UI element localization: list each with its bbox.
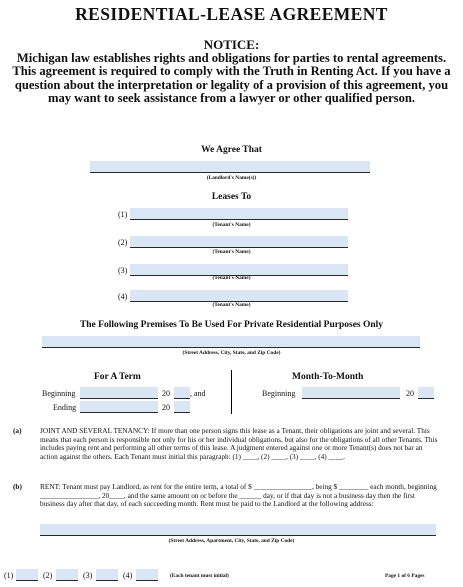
tenant-1-number: (1) bbox=[118, 210, 128, 219]
term-divider bbox=[231, 370, 232, 414]
footer-initial-1-field[interactable] bbox=[16, 569, 38, 581]
footer-initial-2-field[interactable] bbox=[56, 569, 78, 581]
fixed-ending-date-field[interactable] bbox=[80, 401, 158, 413]
section-a-label: (a) bbox=[13, 426, 22, 435]
notice-body: Michigan law establishes rights and obligations for parties to rental agreements. This agreement is required to comply with the Truth in Renting Act. If you have a question about the interpretation or legality of a provision of this agreement, you may want to seek assistance from a lawyer or other qualified person. bbox=[12, 51, 451, 106]
and-label: , and bbox=[190, 389, 206, 398]
section-b-text: RENT: Tenant must pay Landlord, as rent for the entire term, a total of $ ________________, being $ ________ each month, beginning ________________, 20____, and the same amount on or before the ______ day, or if that day is not a business day then the first business day after that day, of each succeeding month. Rent must be paid to the Landlord at the following address: bbox=[40, 482, 437, 509]
footer-initial-3-field[interactable] bbox=[96, 569, 118, 581]
monthly-beginning-year-field[interactable] bbox=[418, 387, 434, 399]
premises-heading: The Following Premises To Be Used For Private Residential Purposes Only bbox=[79, 320, 384, 330]
monthly-beginning-date-field[interactable] bbox=[302, 387, 400, 399]
tenant-2-name-field[interactable] bbox=[130, 236, 348, 248]
section-b-label: (b) bbox=[13, 482, 22, 491]
ending-label: Ending bbox=[53, 403, 77, 412]
tenant-2-number: (2) bbox=[118, 238, 128, 247]
footer-initials-caption: (Each tenant must initial) bbox=[170, 573, 229, 579]
premises-address-field[interactable] bbox=[42, 336, 420, 348]
footer-initial-3-label: (3) bbox=[83, 571, 93, 580]
leases-to-label: Leases To bbox=[211, 192, 252, 202]
page-number: Page 1 of 6 Pages bbox=[385, 573, 425, 579]
document-title: RESIDENTIAL-LEASE AGREEMENT bbox=[75, 4, 388, 24]
fixed-term-heading: For A Term bbox=[94, 372, 141, 382]
fixed-ending-year-prefix: 20 bbox=[162, 403, 170, 412]
footer-initial-4-label: (4) bbox=[123, 571, 133, 580]
tenant-4-number: (4) bbox=[118, 292, 128, 301]
monthly-beginning-label: Beginning bbox=[262, 389, 296, 398]
tenant-4-caption: (Tenant's Name) bbox=[212, 302, 251, 308]
fixed-ending-year-field[interactable] bbox=[174, 401, 190, 413]
tenant-1-caption: (Tenant's Name) bbox=[212, 222, 251, 228]
landlord-name-field[interactable] bbox=[90, 161, 370, 173]
fixed-beginning-year-prefix: 20 bbox=[162, 389, 170, 398]
beginning-label: Beginning bbox=[42, 389, 76, 398]
section-a-text: JOINT AND SEVERAL TENANCY: If more than one person signs this lease as a Tenant, their obligations are joint and several. This means that each person is responsible not only for his or her individual obligations, but also for the obligations of all other Tenants. This includes paying rent and performing all other terms of this lease. A judgment entered against one or more Tenant(s) does not bar an action against the others. Each Tenant must initial this paragraph: (1) ____, (2) ____, (3) ____, (4) ____. bbox=[40, 426, 438, 461]
rent-address-caption: (Street Address, Apartment, City, State, and Zip Code) bbox=[168, 538, 295, 544]
landlord-caption: (Landlord's Name(s)) bbox=[206, 175, 257, 181]
monthly-beginning-year-prefix: 20 bbox=[406, 389, 414, 398]
footer-initial-1-label: (1) bbox=[4, 571, 14, 580]
we-agree-label: We Agree That bbox=[201, 145, 262, 155]
premises-caption: (Street Address, City, State, and Zip Code) bbox=[182, 350, 281, 356]
month-to-month-heading: Month-To-Month bbox=[292, 372, 364, 382]
tenant-3-number: (3) bbox=[118, 266, 128, 275]
tenant-2-caption: (Tenant's Name) bbox=[212, 249, 251, 255]
footer-initial-4-field[interactable] bbox=[136, 569, 158, 581]
footer-initial-2-label: (2) bbox=[43, 571, 53, 580]
tenant-3-caption: (Tenant's Name) bbox=[212, 275, 251, 281]
rent-payment-address-field[interactable] bbox=[40, 524, 436, 536]
fixed-beginning-year-field[interactable] bbox=[174, 387, 190, 399]
tenant-4-name-field[interactable] bbox=[130, 290, 348, 302]
fixed-beginning-date-field[interactable] bbox=[80, 387, 158, 399]
notice-heading: NOTICE: bbox=[203, 37, 260, 52]
tenant-1-name-field[interactable] bbox=[130, 208, 348, 220]
